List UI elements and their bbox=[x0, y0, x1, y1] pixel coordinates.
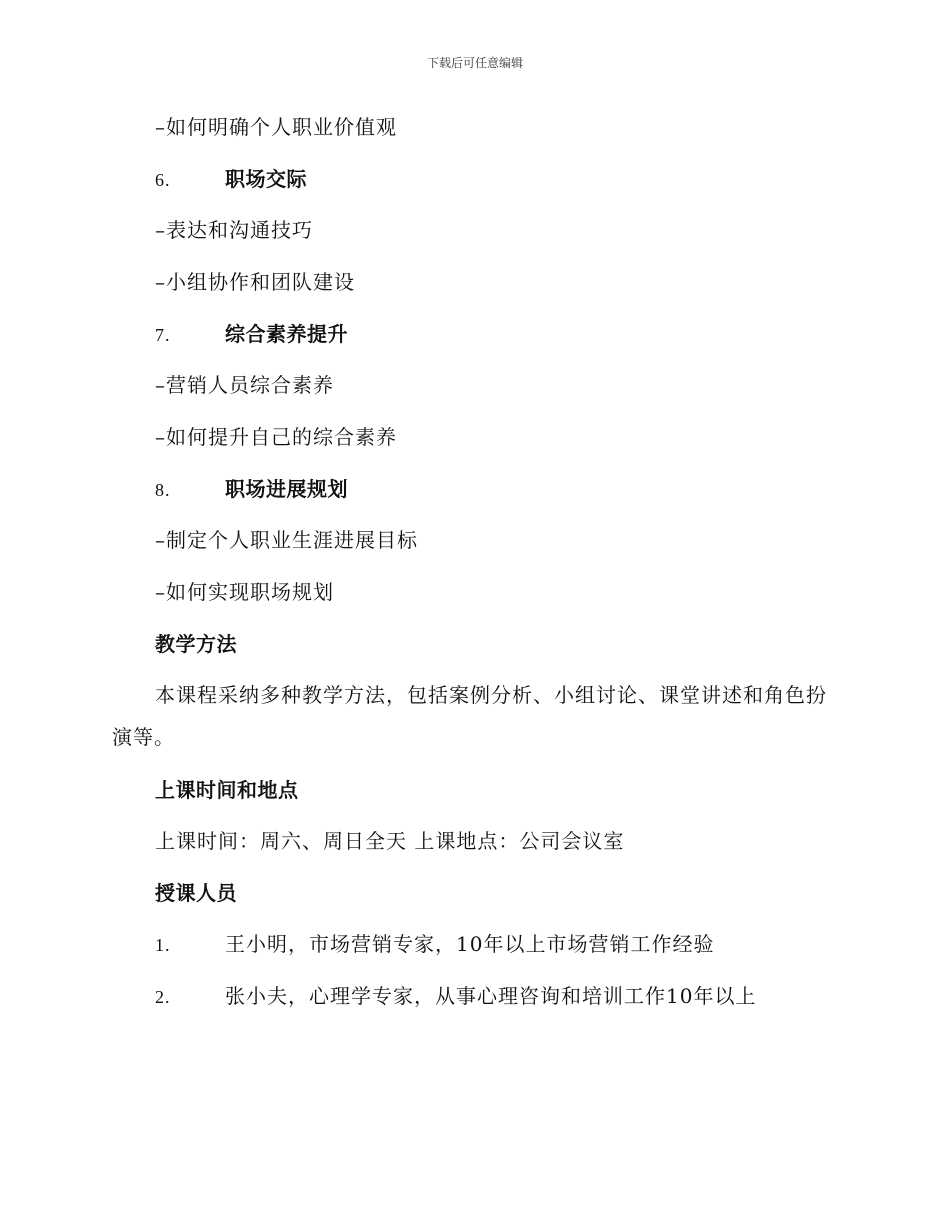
section-number: 7. bbox=[155, 325, 171, 345]
schedule-heading: 上课时间和地点 bbox=[155, 778, 299, 802]
outline-bullet: –制定个人职业生涯进展目标 bbox=[155, 528, 418, 552]
section-number: 8. bbox=[155, 480, 171, 500]
staff-number: 1. bbox=[155, 935, 171, 955]
outline-bullet: –表达和沟通技巧 bbox=[155, 218, 313, 242]
outline-bullet: –小组协作和团队建设 bbox=[155, 270, 355, 294]
method-heading: 教学方法 bbox=[155, 632, 237, 656]
staff-heading: 授课人员 bbox=[155, 881, 237, 905]
page-header: 下载后可任意编辑 bbox=[426, 56, 523, 70]
staff-item bbox=[155, 930, 714, 959]
staff-text: 张小夫，心理学专家，从事心理咨询和培训工作10年以上 bbox=[225, 984, 757, 1008]
outline-section-7 bbox=[155, 320, 348, 349]
staff-number: 2. bbox=[155, 987, 171, 1007]
section-title: 职场进展规划 bbox=[225, 477, 348, 501]
outline-bullet: –如何明确个人职业价值观 bbox=[155, 115, 397, 139]
outline-bullet: –如何提升自己的综合素养 bbox=[155, 425, 397, 449]
method-paragraph: 本课程采纳多种教学方法，包括案例分析、小组讨论、课堂讲述和角色扮演等。 bbox=[112, 683, 827, 749]
outline-section-6 bbox=[155, 165, 307, 194]
section-title: 职场交际 bbox=[225, 167, 307, 191]
staff-item bbox=[155, 982, 756, 1011]
outline-bullet: –营销人员综合素养 bbox=[155, 373, 334, 397]
section-number: 6. bbox=[155, 170, 171, 190]
outline-bullet: –如何实现职场规划 bbox=[155, 580, 334, 604]
outline-section-8 bbox=[155, 475, 348, 504]
staff-text: 王小明，市场营销专家，10年以上市场营销工作经验 bbox=[225, 932, 715, 956]
schedule-text: 上课时间：周六、周日全天 上课地点：公司会议室 bbox=[155, 829, 625, 853]
section-title: 综合素养提升 bbox=[225, 322, 348, 346]
